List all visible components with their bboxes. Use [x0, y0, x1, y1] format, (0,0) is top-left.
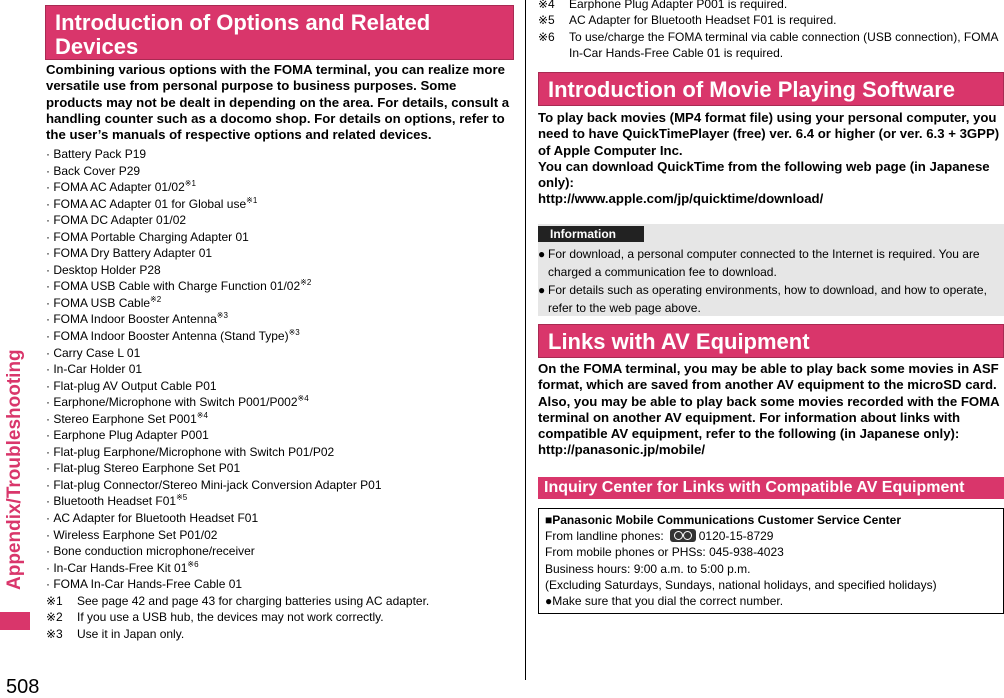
column-divider [525, 0, 526, 680]
list-item: · FOMA AC Adapter 01/02$^{※1}$ [46, 179, 516, 196]
list-item: · In-Car Holder 01 [46, 361, 516, 378]
page-number: 508 [6, 676, 40, 698]
landline-row: From landline phones: 0120-15-8729 [545, 529, 774, 544]
list-item: · AC Adapter for Bluetooth Headset F01 [46, 510, 516, 527]
options-intro: Combining various options with the FOMA terminal, you can realize more versatile use from personal purpose to business purposes. Some products may not be dealt in depending on the area. For details, consult a handling counter such as a docomo shop. For details on options, refer to the user’s manuals of respective options and related devices. [46, 62, 510, 143]
list-item: · Battery Pack P19 [46, 146, 516, 163]
list-item: · Bone conduction microphone/receiver [46, 543, 516, 560]
list-item: · Wireless Earphone Set P01/02 [46, 527, 516, 544]
list-item: · FOMA AC Adapter 01 for Global use$^{※1}$ [46, 196, 516, 213]
list-item: · Earphone Plug Adapter P001 [46, 427, 516, 444]
footnote: ※6 To use/charge the FOMA terminal via cable connection (USB connection), FOMA In-Car Hands-Free Cable 01 is required. [538, 29, 998, 61]
movie-software-text: To play back movies (MP4 format file) using your personal computer, you need to have QuickTimePlayer (free) ver. 6.4 or higher (or ver. 6.3 + 3GPP) of Apple Computer Inc. You can download QuickTime from the following web page (in Japanese only): http://www.apple.com/jp/quicktime/download/ [538, 110, 1004, 208]
list-item: · Stereo Earphone Set P001$^{※4}$ [46, 411, 516, 428]
heading-options: Introduction of Options and Related Devices [45, 5, 514, 60]
list-item: · Bluetooth Headset F01$^{※5}$ [46, 493, 516, 510]
panasonic-url[interactable]: http://panasonic.jp/mobile/ [538, 442, 706, 458]
footnote: ※4 Earphone Plug Adapter P001 is required. [538, 0, 788, 11]
info-item: ● For download, a personal computer connected to the Internet is required. You are charged a communication fee to download. [538, 247, 980, 279]
list-item: · Flat-plug Connector/Stereo Mini-jack Conversion Adapter P01 [46, 477, 516, 494]
list-item: · FOMA DC Adapter 01/02 [46, 212, 516, 229]
list-item: · Flat-plug Earphone/Microphone with Switch P01/P02 [46, 444, 516, 461]
list-item: · FOMA USB Cable with Charge Function 01/02$^{※2}$ [46, 278, 516, 295]
list-item: · Flat-plug AV Output Cable P01 [46, 378, 516, 395]
heading-movie-software: Introduction of Movie Playing Software [538, 72, 1004, 106]
landline-number: 0120-15-8729 [698, 529, 774, 544]
mobile-row: From mobile phones or PHSs: 045-938-4023 [545, 545, 784, 560]
options-list [46, 146, 516, 593]
footnote: ※3 Use it in Japan only. [46, 626, 185, 641]
footnote: ※2 If you use a USB hub, the devices may not work correctly. [46, 610, 384, 625]
quicktime-url[interactable]: http://www.apple.com/jp/quicktime/download/ [538, 191, 824, 207]
list-item: · Back Cover P29 [46, 163, 516, 180]
list-item: · FOMA Dry Battery Adapter 01 [46, 245, 516, 262]
business-hours: Business hours: 9:00 a.m. to 5:00 p.m. [545, 561, 751, 576]
list-item: · FOMA Portable Charging Adapter 01 [46, 229, 516, 246]
list-item: · Flat-plug Stereo Earphone Set P01 [46, 460, 516, 477]
left-footnotes [46, 593, 516, 642]
inquiry-box [538, 508, 1004, 614]
right-footnotes [538, 0, 1004, 62]
av-links-text: On the FOMA terminal, you may be able to play back some movies in ASF format, which are saved from another AV equipment to the microSD card. Also, you may be able to play back some movies recorded with the FOMA terminal on another AV equipment. For information about links with compatible AV equipment, refer to the following (in Japanese only): http://panasonic.jp/mobile/ [538, 361, 1004, 459]
list-item: · FOMA Indoor Booster Antenna (Stand Type)$^{※3}$ [46, 328, 516, 345]
information-box [538, 224, 1004, 316]
excluding-days: (Excluding Saturdays, Sundays, national holidays, and specified holidays) [545, 577, 937, 592]
list-item: · FOMA In-Car Hands-Free Cable 01 [46, 576, 516, 593]
footnote: ※5 AC Adapter for Bluetooth Headset F01 is required. [538, 13, 837, 28]
heading-av-links: Links with AV Equipment [538, 324, 1004, 358]
list-item: · Earphone/Microphone with Switch P001/P002$^{※4}$ [46, 394, 516, 411]
list-item: · In-Car Hands-Free Kit 01$^{※6}$ [46, 560, 516, 577]
footnote: ※1 See page 42 and page 43 for charging batteries using AC adapter. [46, 594, 430, 608]
inquiry-title: ■Panasonic Mobile Communications Customer Service Center [545, 513, 902, 527]
list-item: · Carry Case L 01 [46, 345, 516, 362]
list-item: · Desktop Holder P28 [46, 262, 516, 279]
list-item: · FOMA USB Cable$^{※2}$ [46, 295, 516, 312]
information-label: Information [538, 226, 644, 242]
dial-confirm-note: ●Make sure that you dial the correct number. [545, 594, 784, 609]
info-item: ● For details such as operating environments, how to download, and how to operate, refer to the web page above. [538, 283, 987, 315]
sidebar-tab-marker [0, 612, 30, 630]
free-dial-icon [670, 529, 696, 542]
heading-inquiry-center: Inquiry Center for Links with Compatible AV Equipment [538, 477, 1004, 499]
list-item: · FOMA Indoor Booster Antenna$^{※3}$ [46, 311, 516, 328]
